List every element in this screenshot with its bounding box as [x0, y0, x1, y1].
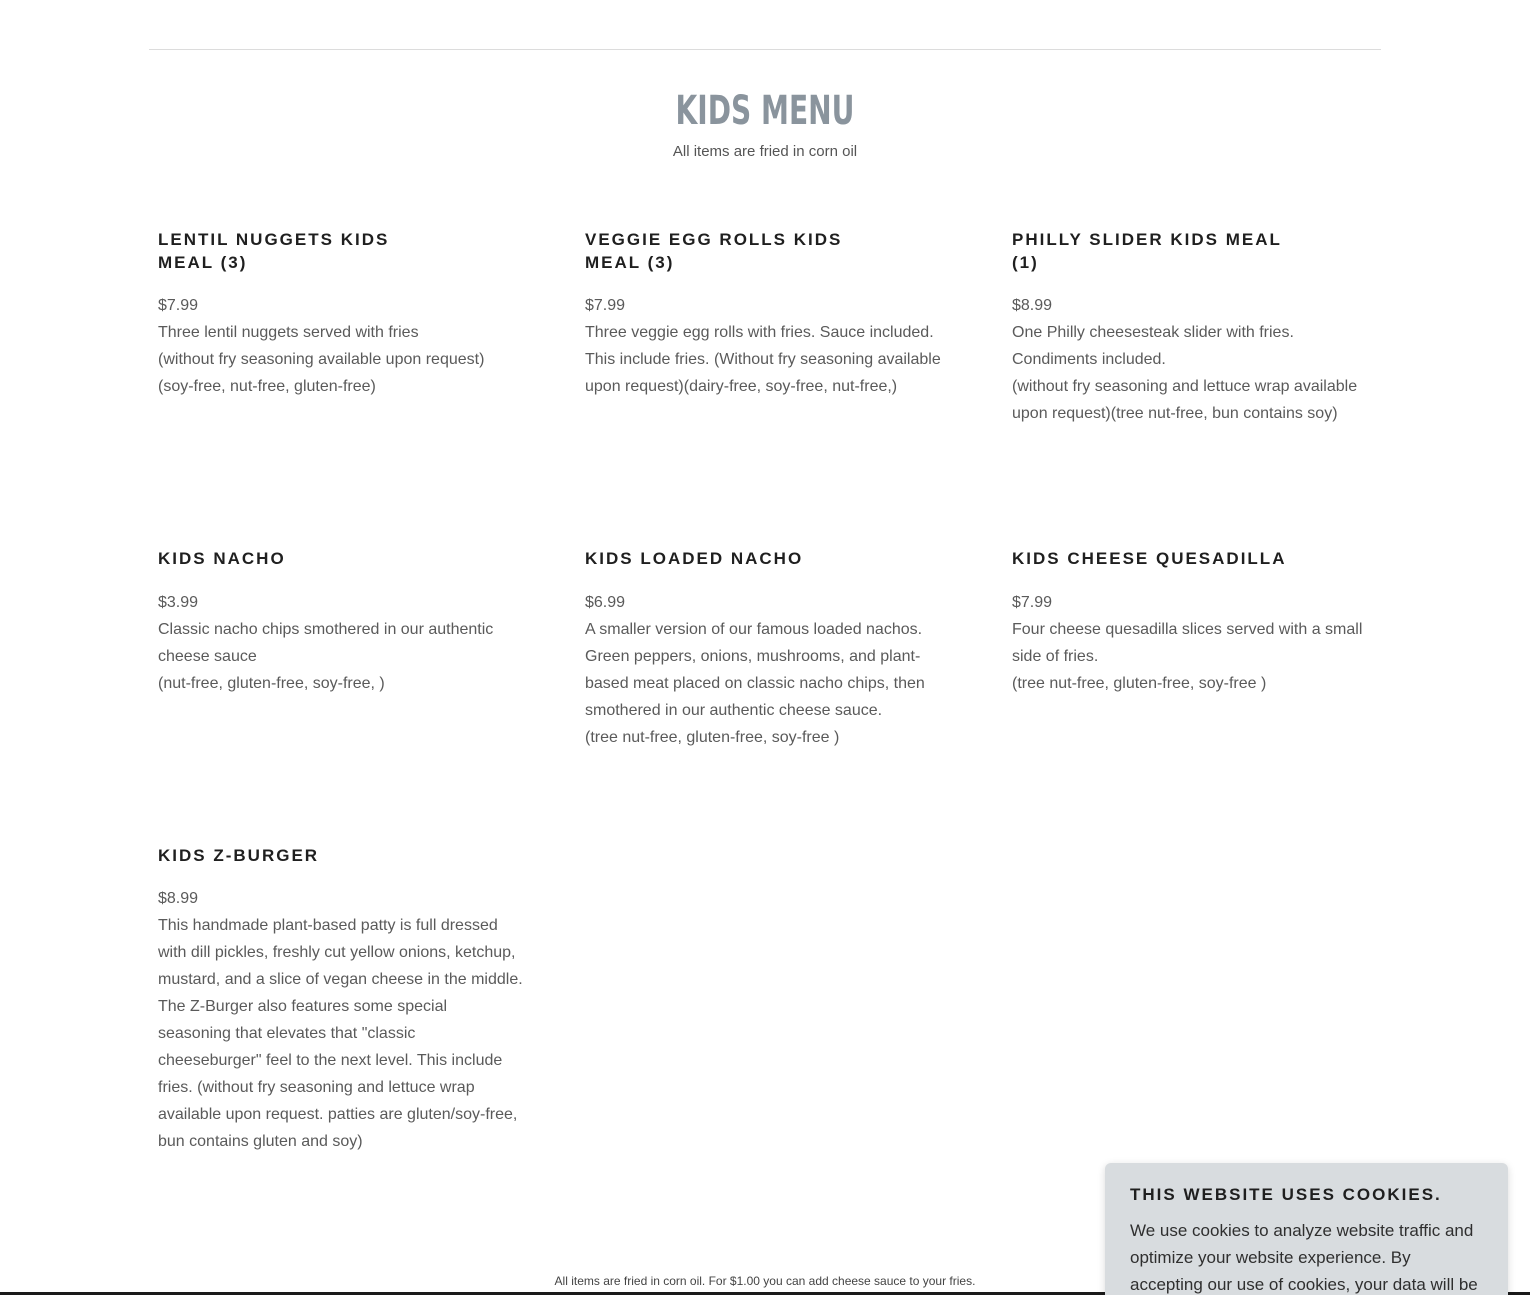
cookie-banner-title: THIS WEBSITE USES COOKIES.: [1130, 1185, 1442, 1204]
item-name: PHILLY SLIDER KIDS MEAL (1): [1012, 230, 1282, 272]
cookie-banner: [1105, 1163, 1508, 1295]
item-name: KIDS LOADED NACHO: [585, 549, 804, 568]
menu-item: [1012, 547, 1377, 697]
item-name: LENTIL NUGGETS KIDS MEAL (3): [158, 230, 390, 272]
item-price: $6.99: [585, 594, 626, 611]
item-description: Three lentil nuggets served with fries (without fry seasoning available upon request) (soy-free, nut-free, gluten-free): [158, 324, 485, 395]
section-divider: [149, 49, 1381, 50]
section-subtitle: All items are fried in corn oil: [672, 143, 858, 160]
menu-item: [585, 228, 950, 400]
item-description: One Philly cheesesteak slider with fries. Condiments included. (without fry seasoning and lettuce wrap available upon request)(tree nut-free, bun contains soy): [1012, 324, 1358, 422]
item-description: A smaller version of our famous loaded nachos. Green peppers, onions, mushrooms, and plant-based meat placed on classic nacho chips, then smothered in our authentic cheese sauce. (tree nut-free, gluten-free, soy-free ): [585, 621, 925, 746]
item-price: $7.99: [1012, 594, 1053, 611]
menu-item: [1012, 228, 1377, 427]
item-name: KIDS NACHO: [158, 549, 286, 568]
footer-note: All items are fried in corn oil. For $1.00 you can add cheese sauce to your fries.: [554, 1274, 976, 1288]
item-price: $8.99: [158, 890, 199, 907]
item-name: KIDS CHEESE QUESADILLA: [1012, 549, 1287, 568]
item-description: Four cheese quesadilla slices served with a small side of fries. (tree nut-free, gluten-free, soy-free ): [1012, 621, 1363, 692]
menu-item: [158, 228, 523, 400]
item-description: Three veggie egg rolls with fries. Sauce included. This include fries. (Without fry seasoning available upon request)(dairy-free, soy-free, nut-free,): [585, 324, 941, 395]
section-title: KIDS MENU: [675, 88, 855, 134]
menu-item: [158, 547, 523, 697]
item-name: VEGGIE EGG ROLLS KIDS MEAL (3): [585, 230, 843, 272]
item-price: $7.99: [585, 297, 626, 314]
menu-item: [585, 547, 950, 751]
item-name: KIDS Z-BURGER: [158, 846, 320, 865]
item-price: $8.99: [1012, 297, 1053, 314]
item-description: Classic nacho chips smothered in our authentic cheese sauce (nut-free, gluten-free, soy-free, ): [158, 621, 494, 692]
item-description: This handmade plant-based patty is full dressed with dill pickles, freshly cut yellow onions, ketchup, mustard, and a slice of vegan cheese in the middle. The Z-Burger also features some special seasoning that elevates that "classic cheeseburger" feel to the next level. This include fries. (without fry seasoning and lettuce wrap available upon request. patties are gluten/soy-free, bun contains gluten and soy): [158, 917, 523, 1150]
cookie-banner-text: We use cookies to analyze website traffic and optimize your website experience. By accepting our use of cookies, your data will be: [1130, 1221, 1478, 1294]
item-price: $3.99: [158, 594, 199, 611]
item-price: $7.99: [158, 297, 199, 314]
menu-item: [158, 844, 523, 1155]
